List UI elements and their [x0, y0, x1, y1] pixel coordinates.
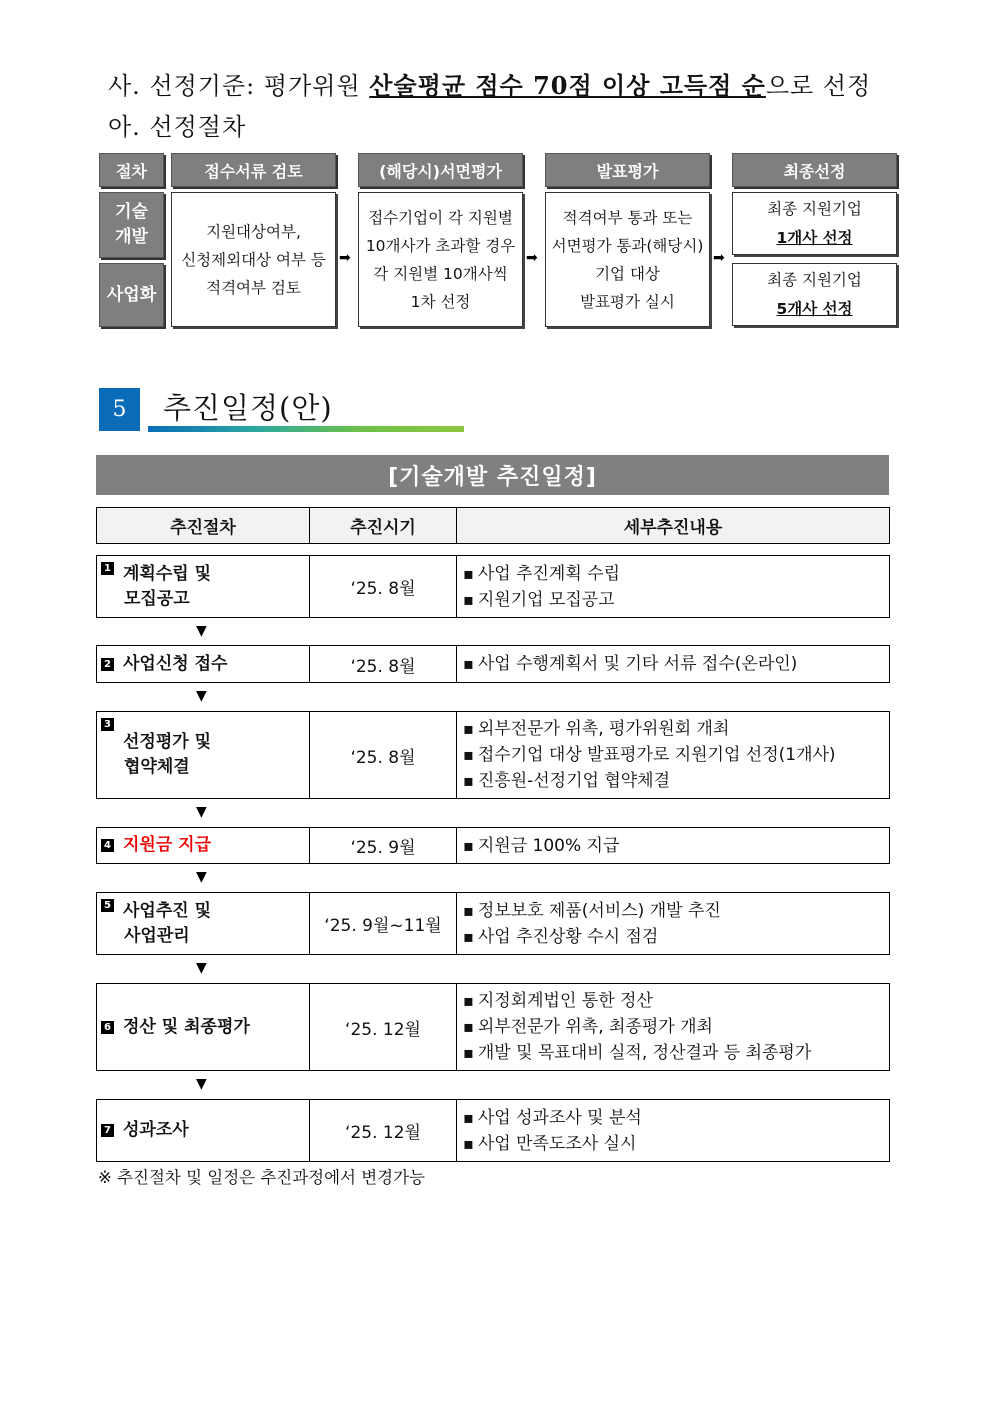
side-label-biz: 사업화 [99, 263, 164, 327]
details-cell [457, 556, 889, 617]
step-name: 사업추진 및 [123, 900, 212, 921]
final-tech-line2: 1개사 선정 [776, 228, 853, 247]
step-cell [97, 646, 310, 682]
final-biz-line2: 5개사 선정 [776, 299, 853, 318]
step-cell [97, 712, 310, 798]
schedule-row [96, 983, 890, 1071]
detail-item: ▪ 접수기업 대상 발표평가로 지원기업 선정(1개사) [463, 742, 889, 768]
schedule-row [96, 711, 890, 799]
step-cell [97, 556, 310, 617]
side-label-tech-line1: 기술 [115, 202, 148, 222]
side-label-tech-line2: 개발 [115, 227, 148, 247]
presentation-line: 서면평가 통과(해당시) [551, 236, 704, 255]
step-name: 사업관리 [124, 925, 190, 946]
detail-item: ▪ 외부전문가 위촉, 최종평가 개최 [463, 1014, 889, 1040]
written-eval-box [358, 192, 523, 327]
step-name: 협약체결 [124, 757, 190, 777]
step-cell [97, 893, 310, 954]
step-number-badge: 2 [101, 658, 114, 671]
detail-item: ▪ 지정회계법인 통한 정산 [463, 988, 889, 1014]
written-eval-line: 10개사가 초과할 경우 [365, 236, 516, 255]
step-number-badge: 6 [101, 1021, 114, 1034]
step-number-badge: 4 [101, 839, 114, 852]
doc-review-line: 신청제외대상 여부 등 [181, 250, 326, 269]
doc-review-line: 지원대상여부, [206, 222, 301, 241]
step-name: 사업신청 접수 [123, 653, 228, 674]
final-biz-line1: 최종 지원기업 [767, 270, 862, 289]
step-name: 선정평가 및 [123, 732, 212, 752]
down-arrow-icon: ▼ [196, 623, 207, 639]
schedule-row [96, 555, 890, 618]
final-tech-line1: 최종 지원기업 [767, 199, 862, 218]
step-name: 정산 및 최종평가 [123, 1016, 250, 1037]
step-number-badge: 1 [101, 562, 114, 575]
presentation-line: 적격여부 통과 또는 [562, 208, 693, 227]
column-header-step: 추진절차 [97, 508, 310, 543]
criteria-suffix: 으로 선정 [765, 72, 872, 100]
step-cell [97, 984, 310, 1070]
schedule-row [96, 645, 890, 683]
flow-arrow-icon: ➡ [339, 250, 351, 266]
flow-header-written-eval: (해당시)서면평가 [358, 153, 523, 187]
detail-item: ▪ 정보보호 제품(서비스) 개발 추진 [463, 898, 889, 924]
details-cell [457, 828, 889, 863]
schedule-row [96, 1099, 890, 1162]
period-cell: ‘25. 8월 [310, 712, 457, 798]
period-cell: ‘25. 12월 [310, 984, 457, 1070]
section-number: 5 [99, 388, 140, 431]
presentation-line: 기업 대상 [595, 264, 660, 283]
column-header-period: 추진시기 [310, 508, 457, 543]
step-name: 계획수립 및 [123, 563, 212, 584]
step-number-badge: 7 [101, 1124, 114, 1137]
detail-item: ▪ 사업 수행계획서 및 기타 서류 접수(온라인) [463, 651, 889, 677]
section-title: 추진일정(안) [163, 391, 333, 425]
doc-review-box [171, 192, 336, 327]
schedule-row [96, 892, 890, 955]
selection-criteria [108, 66, 871, 101]
details-cell [457, 1100, 889, 1161]
detail-item: ▪ 개발 및 목표대비 실적, 정산결과 등 최종평가 [463, 1040, 889, 1066]
detail-item: ▪ 사업 성과조사 및 분석 [463, 1105, 889, 1131]
final-tech-box [732, 192, 897, 255]
step-name: 모집공고 [124, 588, 190, 609]
flow-header-presentation: 발표평가 [545, 153, 710, 187]
down-arrow-icon: ▼ [196, 960, 207, 976]
period-cell: ‘25. 8월 [310, 646, 457, 682]
details-cell [457, 893, 889, 954]
down-arrow-icon: ▼ [196, 688, 207, 704]
step-number-badge: 5 [101, 899, 114, 912]
down-arrow-icon: ▼ [196, 869, 207, 885]
detail-item: ▪ 외부전문가 위촉, 평가위원회 개최 [463, 716, 889, 742]
details-cell [457, 984, 889, 1070]
written-eval-line: 각 지원별 10개사씩 [373, 264, 508, 283]
written-eval-line: 접수기업이 각 지원별 [368, 208, 513, 227]
section-underline [148, 426, 464, 432]
flow-header-doc-review: 접수서류 검토 [171, 153, 336, 187]
procedure-title: 아. 선정절차 [108, 113, 247, 141]
side-label-tech [99, 192, 164, 258]
written-eval-line: 1차 선정 [410, 292, 471, 311]
flow-arrow-icon: ➡ [713, 250, 725, 266]
doc-review-line: 적격여부 검토 [206, 278, 301, 297]
details-cell [457, 646, 889, 682]
column-header-details: 세부추진내용 [623, 518, 723, 538]
period-cell: ‘25. 12월 [310, 1100, 457, 1161]
presentation-line: 발표평가 실시 [580, 292, 675, 311]
step-cell [97, 828, 310, 863]
detail-item: ▪ 진흥원-선정기업 협약체결 [463, 768, 889, 794]
presentation-box [545, 192, 710, 327]
down-arrow-icon: ▼ [196, 804, 207, 820]
period-cell: ‘25. 9월~11월 [310, 893, 457, 954]
detail-item: ▪ 사업 추진상황 수시 점검 [463, 924, 889, 950]
step-name: 성과조사 [123, 1120, 189, 1140]
flow-arrow-icon: ➡ [526, 250, 538, 266]
detail-item: ▪ 사업 추진계획 수립 [463, 561, 889, 587]
details-cell [457, 712, 889, 798]
schedule-row [96, 827, 890, 864]
final-biz-box [732, 263, 897, 326]
step-name-highlight: 지원금 지급 [123, 835, 212, 855]
period-cell: ‘25. 8월 [310, 556, 457, 617]
detail-item: ▪ 지원금 100% 지급 [463, 833, 889, 859]
criteria-emphasis: 산술평균 점수 70점 이상 고득점 순 [369, 71, 766, 100]
down-arrow-icon: ▼ [196, 1076, 207, 1092]
schedule-banner: [기술개발 추진일정] [96, 455, 889, 495]
detail-item: ▪ 사업 만족도조사 실시 [463, 1131, 889, 1157]
period-cell: ‘25. 9월 [310, 828, 457, 863]
flow-header-final: 최종선정 [732, 153, 897, 187]
step-cell [97, 1100, 310, 1161]
step-number-badge: 3 [101, 718, 114, 731]
flow-header-step: 절차 [99, 153, 164, 187]
schedule-table-header [96, 507, 890, 544]
criteria-prefix: 사. 선정기준: 평가위원 [108, 72, 370, 100]
detail-item: ▪ 지원기업 모집공고 [463, 587, 889, 613]
schedule-note: ※ 추진절차 및 일정은 추진과정에서 변경가능 [98, 1168, 425, 1187]
